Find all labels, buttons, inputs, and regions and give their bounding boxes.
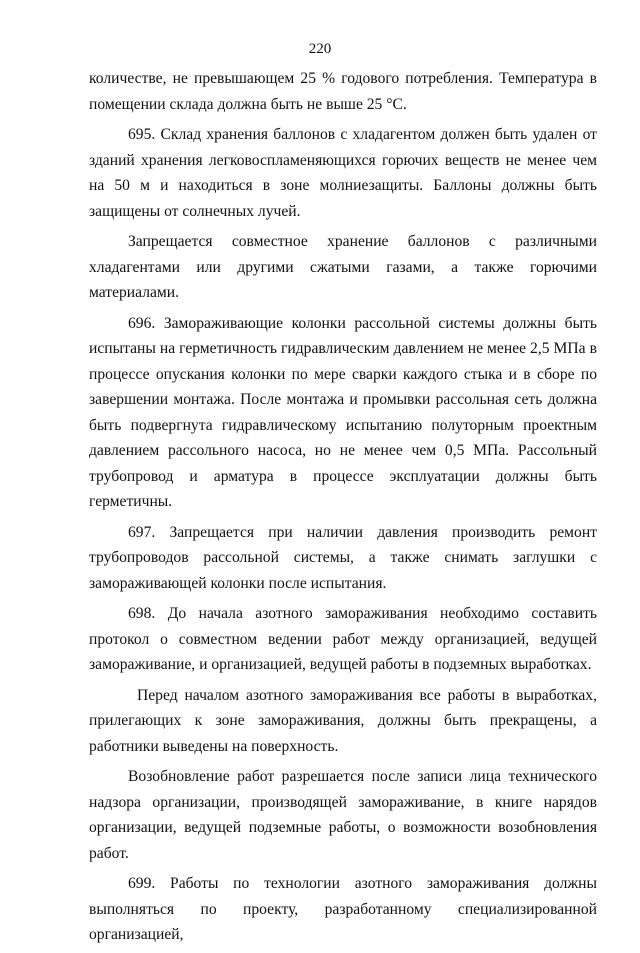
paragraph-698: 698. До начала азотного замораживания необходимо составить протокол о совместном ведении работ между организацией, ведущей замораживание, и организацией, ведущей работы в подземных выработках. <box>89 605 597 673</box>
paragraph-697: 697. Запрещается при наличии давления производить ремонт трубопроводов рассольной системы, а также снимать заглушки с замораживающей колонки после испытания. <box>89 523 597 592</box>
paragraph-work-resumption: Возобновление работ разрешается после записи лица технического надзора организации, производящей замораживание, в книге нарядов организации, ведущей подземные работы, о возможности возобновления работ. <box>89 768 597 862</box>
paragraph-continuation: количестве, не превышающем 25 % годового потребления. Температура в помещении склада должна быть не выше 25 °С. <box>89 70 597 113</box>
paragraph-696: 696. Замораживающие колонки рассольной системы должны быть испытаны на герметичность гидравлическим давлением не менее 2,5 МПа в процессе опускания колонки по мере сварки каждого стыка и в сборе по завершении монтажа. После монтажа и промывки рассольная сеть должна быть подвергнута гидравлическому испытанию полуторным проектным давлением рассольного насоса, но не менее чем 0,5 МПа. Рассольный трубопровод и арматура в процессе эксплуатации должны быть герметичны. <box>89 314 597 510</box>
paragraph-695: 695. Склад хранения баллонов с хладагентом должен быть удален от зданий хранения легковоспламеняющихся горючих веществ не менее чем на 50 м и находиться в зоне молниезащиты. Баллоны должны быть защищены от солнечных лучей. <box>89 126 597 220</box>
page-number: 220 <box>308 41 332 57</box>
document-text <box>89 66 597 953</box>
paragraph-work-stoppage: Перед началом азотного замораживания все работы в выработках, прилегающих к зоне замораживания, должны быть прекращены, а работники выведены на поверхность. <box>89 686 597 755</box>
paragraph-storage-prohibition: Запрещается совместное хранение баллонов с различными хладагентами или другими сжатыми газами, а также горючими материалами. <box>89 233 597 301</box>
paragraph-699: 699. Работы по технологии азотного замораживания должны выполняться по проекту, разработанному специализированной организацией, <box>89 875 597 943</box>
